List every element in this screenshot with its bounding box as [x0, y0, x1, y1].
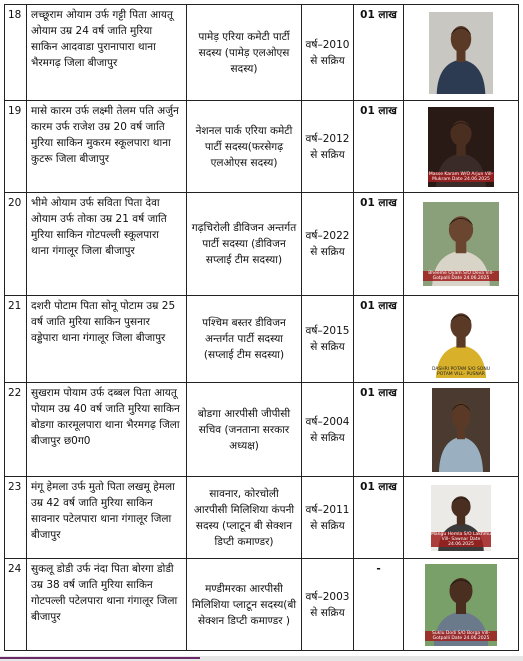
reward-amount: 01 लाख — [354, 296, 404, 383]
active-since: वर्ष–2004 से सक्रिय — [302, 383, 354, 477]
serial-number: 19 — [5, 101, 27, 193]
organization-role: नेशनल पार्क एरिया कमेटी पार्टी सदस्य(फरसेगढ़ एलओएस सदस्य) — [187, 101, 302, 193]
roster-body — [5, 5, 519, 651]
serial-number: 21 — [5, 296, 27, 383]
table-row — [5, 296, 519, 383]
active-since: वर्ष–2012 से सक्रिय — [302, 101, 354, 193]
serial-number: 23 — [5, 477, 27, 559]
person-photo — [428, 107, 494, 187]
page-bottom-rule — [0, 656, 523, 661]
person-photo — [428, 300, 494, 378]
photo-caption: Masse Karam W/O Arjun Vill- Mukram Date 24.06.2025 — [428, 171, 494, 182]
reward-amount: - — [354, 559, 404, 651]
table-row — [5, 383, 519, 477]
organization-role: पश्चिम बस्तर डीविजन अन्तर्गत पार्टी सदस्या (सप्लाई टीम सदस्या) — [187, 296, 302, 383]
photo-cell — [404, 296, 519, 383]
organization-role: पामेड़ एरिया कमेटी पार्टी सदस्य (पामेड़ एलओएस सदस्य) — [187, 5, 302, 101]
organization-role: सावनार, कोरचोली आरपीसी मिलिशिया कंपनी सदस्य (प्लाटून बी सेक्शन डिप्टी कमाण्डर) — [187, 477, 302, 559]
photo-caption: Mangu Hemla S/O Lakhmu Vill- Sawnar Date 24.06.2025 — [431, 531, 491, 547]
photo-caption: Bheeme Oyam S/O Deva Vill- Gotpalli Date 24.06.2025 — [423, 271, 499, 281]
photo-caption: Suklu Dodi S/O Borga Vill- Gotpalli Date 24.06.2025 — [425, 631, 497, 641]
person-photo — [432, 388, 490, 472]
table-row — [5, 101, 519, 193]
table-row — [5, 5, 519, 101]
photo-cell — [404, 559, 519, 651]
reward-amount: 01 लाख — [354, 477, 404, 559]
organization-role: गढ़चिरोली डीविजन अन्तर्गत पार्टी सदस्या (डीविजन सप्लाई टीम सदस्या) — [187, 193, 302, 296]
person-description: सुकलू डोडी उर्फ नंदा पिता बोरगा डोडी उम्र 38 वर्ष जाति मुरिया साकिन गोटपल्ली पटेलपारा थाना गंगालूर जिला बीजापुर — [27, 559, 187, 651]
table-row — [5, 193, 519, 296]
person-description: भीमे ओयाम उर्फ सविता पिता देवा ओयाम उर्फ तोका उम्र 21 वर्ष जाति मुरिया साकिन गोटपल्ली स्कूलपारा थाना गंगालूर जिला बीजापुर — [27, 193, 187, 296]
photo-cell — [404, 193, 519, 296]
person-photo — [425, 564, 497, 646]
organization-role: मण्डीमरका आरपीसी मिलिशिया प्लाटून सदस्य(बी सेक्शन डिप्टी कमाण्डर ) — [187, 559, 302, 651]
serial-number: 18 — [5, 5, 27, 101]
person-description: सुखराम पोयाम उर्फ दब्बल पिता आयतू पोयाम उम्र 40 वर्ष जाति मुरिया साकिन बोडगा कारमूलपारा थाना भैरमगढ़ जिला बीजापुर छ0ग0 — [27, 383, 187, 477]
organization-role: बोडगा आरपीसी जीपीसी सचिव (जनताना सरकार अध्यक्ष) — [187, 383, 302, 477]
person-photo — [423, 202, 499, 286]
roster-table — [4, 4, 519, 651]
active-since: वर्ष–2003 से सक्रिय — [302, 559, 354, 651]
person-photo — [429, 12, 493, 94]
table-row — [5, 559, 519, 651]
reward-amount: 01 लाख — [354, 101, 404, 193]
serial-number: 22 — [5, 383, 27, 477]
reward-amount: 01 लाख — [354, 193, 404, 296]
person-description: मंगू हेमला उर्फ मुतो पिता लखमू हेमला उम्र 42 वर्ष जाति मुरिया साकिन सावनार पटेलपारा थाना गंगालूर जिला बीजापुर — [27, 477, 187, 559]
photo-cell — [404, 383, 519, 477]
person-photo — [431, 485, 491, 551]
active-since: वर्ष–2010 से सक्रिय — [302, 5, 354, 101]
reward-amount: 01 लाख — [354, 383, 404, 477]
photo-caption: DASHRI POTAM S/O SONU POTAM VILL- PUSNAR — [431, 367, 491, 377]
active-since: वर्ष–2011 से सक्रिय — [302, 477, 354, 559]
serial-number: 24 — [5, 559, 27, 651]
reward-amount: 01 लाख — [354, 5, 404, 101]
photo-cell — [404, 101, 519, 193]
person-description: मासे कारम उर्फ लक्ष्मी तेलम पति अर्जुन कारम उर्फ राजेश उम्र 20 वर्ष जाति मुरिया साकिन मुकरम स्कूलपारा थाना कुटरू जिला बीजापुर — [27, 101, 187, 193]
active-since: वर्ष–2015 से सक्रिय — [302, 296, 354, 383]
photo-cell — [404, 477, 519, 559]
photo-cell — [404, 5, 519, 101]
person-description: दशरी पोटाम पिता सोनू पोटाम उम्र 25 वर्ष जाति मुरिया साकिन पुसनार वड्डेपारा थाना गंगालूर जिला बीजापुर — [27, 296, 187, 383]
table-row — [5, 477, 519, 559]
serial-number: 20 — [5, 193, 27, 296]
person-description: लच्छूराम ओयाम उर्फ गट्टी पिता आयतू ओयाम उम्र 24 वर्ष जाति मुरिया साकिन आदवाडा पुरानापारा थाना भैरमगढ़ जिला बीजापुर — [27, 5, 187, 101]
active-since: वर्ष–2022 से सक्रिय — [302, 193, 354, 296]
